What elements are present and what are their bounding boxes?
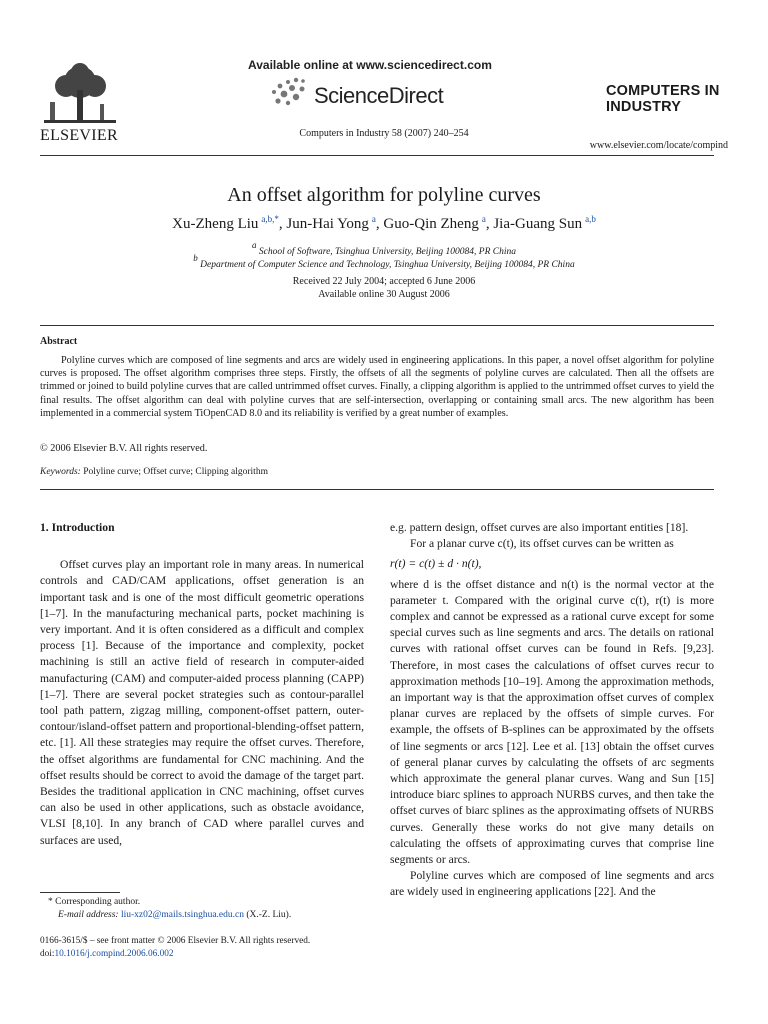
doi-line <box>40 949 174 959</box>
sciencedirect-dots-icon <box>266 76 310 106</box>
corresponding-author-note: * Corresponding author. <box>48 897 141 907</box>
author-affiliation-sup[interactable]: a,b <box>585 214 596 224</box>
affiliation-b <box>0 253 768 270</box>
author-name: Jia-Guang Sun <box>493 216 583 232</box>
publisher-name: ELSEVIER <box>40 127 118 144</box>
online-date: Available online 30 August 2006 <box>318 289 450 300</box>
sciencedirect-wordmark: ScienceDirect <box>314 83 444 108</box>
author-affiliation-sup[interactable]: a,b,* <box>261 214 279 224</box>
email-link[interactable]: liu-xz02@mails.tsinghua.edu.cn <box>120 910 244 920</box>
keywords <box>40 467 268 477</box>
abstract-copyright: © 2006 Elsevier B.V. All rights reserved. <box>40 443 208 454</box>
affiliation-text: School of Software, Tsinghua University, Beijing 100084, PR China <box>258 247 516 257</box>
affiliation-sup: a <box>252 240 257 250</box>
body-paragraph: For a planar curve c(t), its offset curves can be written as <box>410 537 674 551</box>
author-separator: , <box>375 216 384 232</box>
offset-equation: r(t) = c(t) ± d · n(t), <box>390 557 482 571</box>
affiliation-text: Department of Computer Science and Technology, Tsinghua University, Beijing 100084, PR China <box>200 260 575 270</box>
journal-url-link[interactable]: www.elsevier.com/locate/compind <box>589 140 728 151</box>
header-divider <box>40 155 714 156</box>
journal-logo-line2: INDUSTRY <box>606 99 682 115</box>
body-paragraph: Offset curves play an important role in many areas. In numerical controls and CAD/CAM applications, offset generation is an important task and is one of the most difficult geometric operations [1–7]. In the manufacturing mechanical parts, pocket machining is very important. And it is often considered as a difficult and complex process [1]. Because of the importance and complexity, pocket machining is still an active field of research in computer-aided manufacturing (CAM) and computer-aided process planning (CAPP) [1–7]. There are several pocket strategies such as contour-parallel tool path pattern, zigzag milling, component-offset pattern, outer-contour/island-offset pattern and proportional-blending-offset pattern, etc. [1]. All these strategies may require the offset curves. Therefore, the offset algorithms are fundamental for CNC machining. And the offset results should be correct to avoid the damage of the target part. Besides the traditional application in CNC machining, offset curves can also be used in other applications, such as obstacle avoidance, VLSI [8,10]. In any branch of CAD where parallel curves and surfaces are used, <box>40 558 364 847</box>
author-affiliation-sup[interactable]: a <box>371 214 376 224</box>
author-name: Guo-Qin Zheng <box>383 216 479 232</box>
author-affiliation-sup[interactable]: a <box>481 214 486 224</box>
author-list <box>0 216 768 233</box>
author-name: Xu-Zheng Liu <box>172 216 259 232</box>
issn-line: 0166-3615/$ – see front matter © 2006 Elsevier B.V. All rights reserved. <box>40 936 311 946</box>
journal-logo-line1: COMPUTERS IN <box>606 83 720 99</box>
author-separator: , <box>485 216 494 232</box>
abstract-top-divider <box>40 325 714 326</box>
received-date: Received 22 July 2004; accepted 6 June 2006 <box>292 276 476 287</box>
doi-prefix: doi: <box>40 949 55 959</box>
author-name: Jun-Hai Yong <box>286 216 369 232</box>
author-separator: , <box>278 216 287 232</box>
body-column-right <box>390 520 714 901</box>
keywords-list: Polyline curve; Offset curve; Clipping algorithm <box>83 467 268 477</box>
affiliation-a <box>0 240 768 257</box>
email-label: E-mail address: <box>58 910 119 920</box>
body-paragraph: where d is the offset distance and n(t) is the normal vector at the parameter t. Compared with the original curve c(t), r(t) is more complex and cannot be expressed as a rational curve except for some special curves such as line segments and arcs. The details on rational curves with rational offset curves can be found in Refs. [9,23]. Therefore, in most cases the calculations of offset curves recur to approximation methods [10–19]. Among the approximation methods, an important way is that the approximation offset curves of complex planar curves are replaced by the offsets of simple curves. For example, the offsets of B-splines can be approximated by the offsets of line segments or arcs [12]. Lee et al. [13] obtain the offset curves of general planar curves by calculating the offsets of arc segments which approximate the general planar curves. Wang and Sun [15] introduce biarc splines to approach NURBS curves, and then take the offset curves of biarc splines as the approximating offsets of NURBS curves. Generally these works do not give many details on calculating the offsets of approximating curves that comprise line segments or arcs. <box>390 577 714 867</box>
section-heading: 1. Introduction <box>40 521 115 534</box>
doi-link[interactable]: 10.1016/j.compind.2006.06.002 <box>54 949 174 959</box>
email-suffix: (X.-Z. Liu). <box>246 910 292 920</box>
abstract-heading: Abstract <box>40 336 78 347</box>
body-paragraph: e.g. pattern design, offset curves are also important entities [18]. <box>390 521 689 534</box>
email-note <box>58 910 291 920</box>
abstract-text: Polyline curves which are composed of line segments and arcs are widely used in engineering applications. In this paper, a novel offset algorithm for polyline curves is proposed. The offset algorithm comprises three steps. Firstly, the offsets of all the segments of polyline curves are calculated. Then all the offsets are trimmed or joined to build polyline curves that are called untrimmed offset curves. Finally, a clipping algorithm is applied to the untrimmed offset curves to yield the final results. The offset algorithm can deal with polyline curves that are self-intersection, overlapping or containing small arcs. The new algorithm has been implemented in a commercial system TiOpenCAD 8.0 and its reliability is verified by a great number of examples. <box>40 355 714 419</box>
keywords-label: Keywords: <box>40 467 81 477</box>
abstract-bottom-divider <box>40 489 714 490</box>
article-title: An offset algorithm for polyline curves <box>227 184 541 206</box>
body-column-left <box>40 520 364 849</box>
footnote-divider <box>40 892 120 893</box>
affiliation-sup: b <box>193 253 198 263</box>
journal-reference: Computers in Industry 58 (2007) 240–254 <box>299 128 469 139</box>
elsevier-tree-logo <box>40 62 120 128</box>
body-paragraph: Polyline curves which are composed of line segments and arcs are widely used in engineering applications [22]. And the <box>390 869 714 899</box>
journal-logo <box>606 83 720 115</box>
available-online-text[interactable]: Available online at www.sciencedirect.com <box>248 58 492 72</box>
